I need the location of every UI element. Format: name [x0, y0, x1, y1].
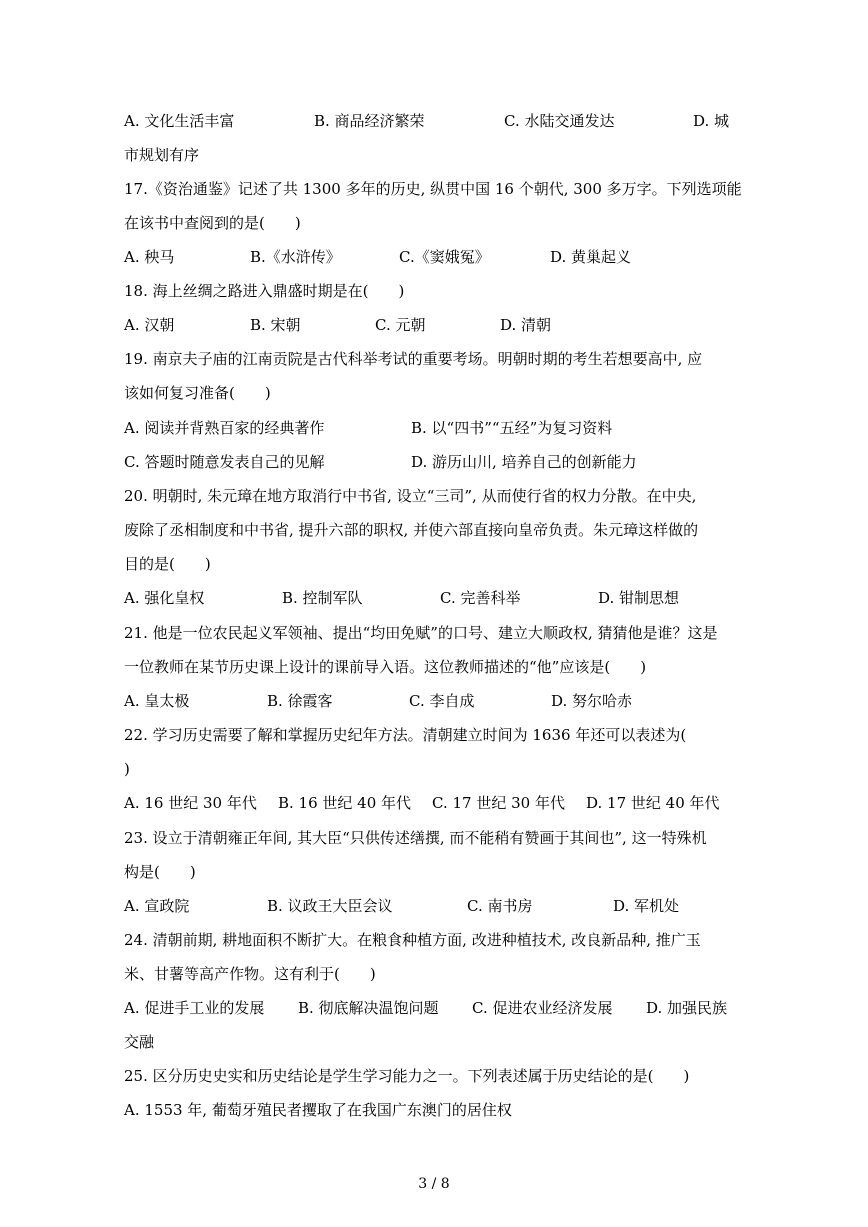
- q22-option-a: A. 16 世纪 30 年代: [124, 794, 257, 812]
- q16-option-a: A. 文化生活丰富: [124, 112, 235, 130]
- q22-option-c: C. 17 世纪 30 年代: [432, 794, 565, 812]
- q22-option-d: D. 17 世纪 40 年代: [586, 794, 720, 812]
- q17-stem-line-2: 在该书中查阅到的是( ): [124, 214, 301, 232]
- q17-stem-line-1: 17.《资治通鉴》记述了共 1300 多年的历史, 纵贯中国 16 个朝代, 300 多万字。下列选项能: [124, 180, 742, 198]
- q22-option-b: B. 16 世纪 40 年代: [278, 794, 412, 812]
- q17-option-a: A. 秧马: [124, 248, 175, 266]
- q19-option-d: D. 游历山川, 培养自己的创新能力: [411, 453, 637, 471]
- q17-option-b: B.《水浒传》: [250, 248, 341, 266]
- q24-option-a: A. 促进手工业的发展: [124, 999, 265, 1017]
- q24-option-b: B. 彻底解决温饱问题: [298, 999, 439, 1017]
- q19-option-c: C. 答题时随意发表自己的见解: [124, 453, 325, 471]
- q20-option-c: C. 完善科举: [440, 589, 521, 607]
- q21-option-a: A. 皇太极: [124, 692, 190, 710]
- q19-stem-line-1: 19. 南京夫子庙的江南贡院是古代科举考试的重要考场。明朝时期的考生若想要高中, 应: [124, 350, 703, 368]
- page-number: 3 / 8: [418, 1176, 450, 1192]
- q22-stem-line-1: 22. 学习历史需要了解和掌握历史纪年方法。清朝建立时间为 1636 年还可以表述为(: [124, 726, 687, 744]
- q20-stem-line-2: 废除了丞相制度和中书省, 提升六部的职权, 并使六部直接向皇帝负责。朱元璋这样做的: [124, 521, 699, 539]
- q17-option-c: C.《窦娥冤》: [399, 248, 490, 266]
- q21-option-c: C. 李自成: [409, 692, 475, 710]
- q23-option-b: B. 议政王大臣会议: [267, 897, 393, 915]
- q24-stem-line-2: 米、甘薯等高产作物。这有利于( ): [124, 965, 376, 983]
- q20-stem-line-3: 目的是( ): [124, 555, 211, 573]
- q20-stem-line-1: 20. 明朝时, 朱元璋在地方取消行中书省, 设立“三司”, 从而使行省的权力分散。在中央,: [124, 487, 697, 505]
- q24-stem-line-1: 24. 清朝前期, 耕地面积不断扩大。在粮食种植方面, 改进种植技术, 改良新品种, 推广玉: [124, 931, 701, 949]
- q24-option-d: D. 加强民族: [646, 999, 728, 1017]
- q18-option-b: B. 宋朝: [250, 316, 301, 334]
- q17-option-d: D. 黄巢起义: [550, 248, 632, 266]
- q23-stem-line-1: 23. 设立于清朝雍正年间, 其大臣“只供传述缮撰, 而不能稍有赞画于其间也”, 这一特殊机: [124, 829, 707, 847]
- q25-option-a: A. 1553 年, 葡萄牙殖民者攫取了在我国广东澳门的居住权: [124, 1101, 512, 1119]
- q19-option-a: A. 阅读并背熟百家的经典著作: [124, 419, 325, 437]
- q16-option-d: D. 城: [693, 112, 730, 130]
- q16-option-b: B. 商品经济繁荣: [314, 112, 425, 130]
- q19-option-b: B. 以“四书”“五经”为复习资料: [411, 419, 613, 437]
- q19-stem-line-2: 该如何复习准备( ): [124, 384, 271, 402]
- q18-option-c: C. 元朝: [375, 316, 426, 334]
- q23-stem-line-2: 构是( ): [124, 863, 196, 881]
- q21-stem-line-2: 一位教师在某节历史课上设计的课前导入语。这位教师描述的“他”应该是( ): [124, 658, 647, 676]
- q16-option-d-wrap: 市规划有序: [124, 146, 200, 164]
- q21-option-b: B. 徐霞客: [267, 692, 333, 710]
- q25-stem-line-1: 25. 区分历史史实和历史结论是学生学习能力之一。下列表述属于历史结论的是( ): [124, 1067, 690, 1085]
- q20-option-b: B. 控制军队: [282, 589, 363, 607]
- q21-stem-line-1: 21. 他是一位农民起义军领袖、提出“均田免赋”的口号、建立大顺政权, 猜猜他是谁？这是: [124, 624, 718, 642]
- q20-option-a: A. 强化皇权: [124, 589, 205, 607]
- q22-stem-line-2: ): [124, 760, 130, 778]
- q20-option-d: D. 钳制思想: [598, 589, 680, 607]
- q23-option-d: D. 军机处: [613, 897, 680, 915]
- q18-option-a: A. 汉朝: [124, 316, 175, 334]
- q21-option-d: D. 努尔哈赤: [551, 692, 633, 710]
- q16-option-c: C. 水陆交通发达: [504, 112, 615, 130]
- q23-option-a: A. 宣政院: [124, 897, 190, 915]
- q24-option-d-wrap: 交融: [124, 1033, 155, 1051]
- q23-option-c: C. 南书房: [467, 897, 533, 915]
- q18-option-d: D. 清朝: [500, 316, 552, 334]
- q18-stem-line-1: 18. 海上丝绸之路进入鼎盛时期是在( ): [124, 282, 405, 300]
- q24-option-c: C. 促进农业经济发展: [472, 999, 613, 1017]
